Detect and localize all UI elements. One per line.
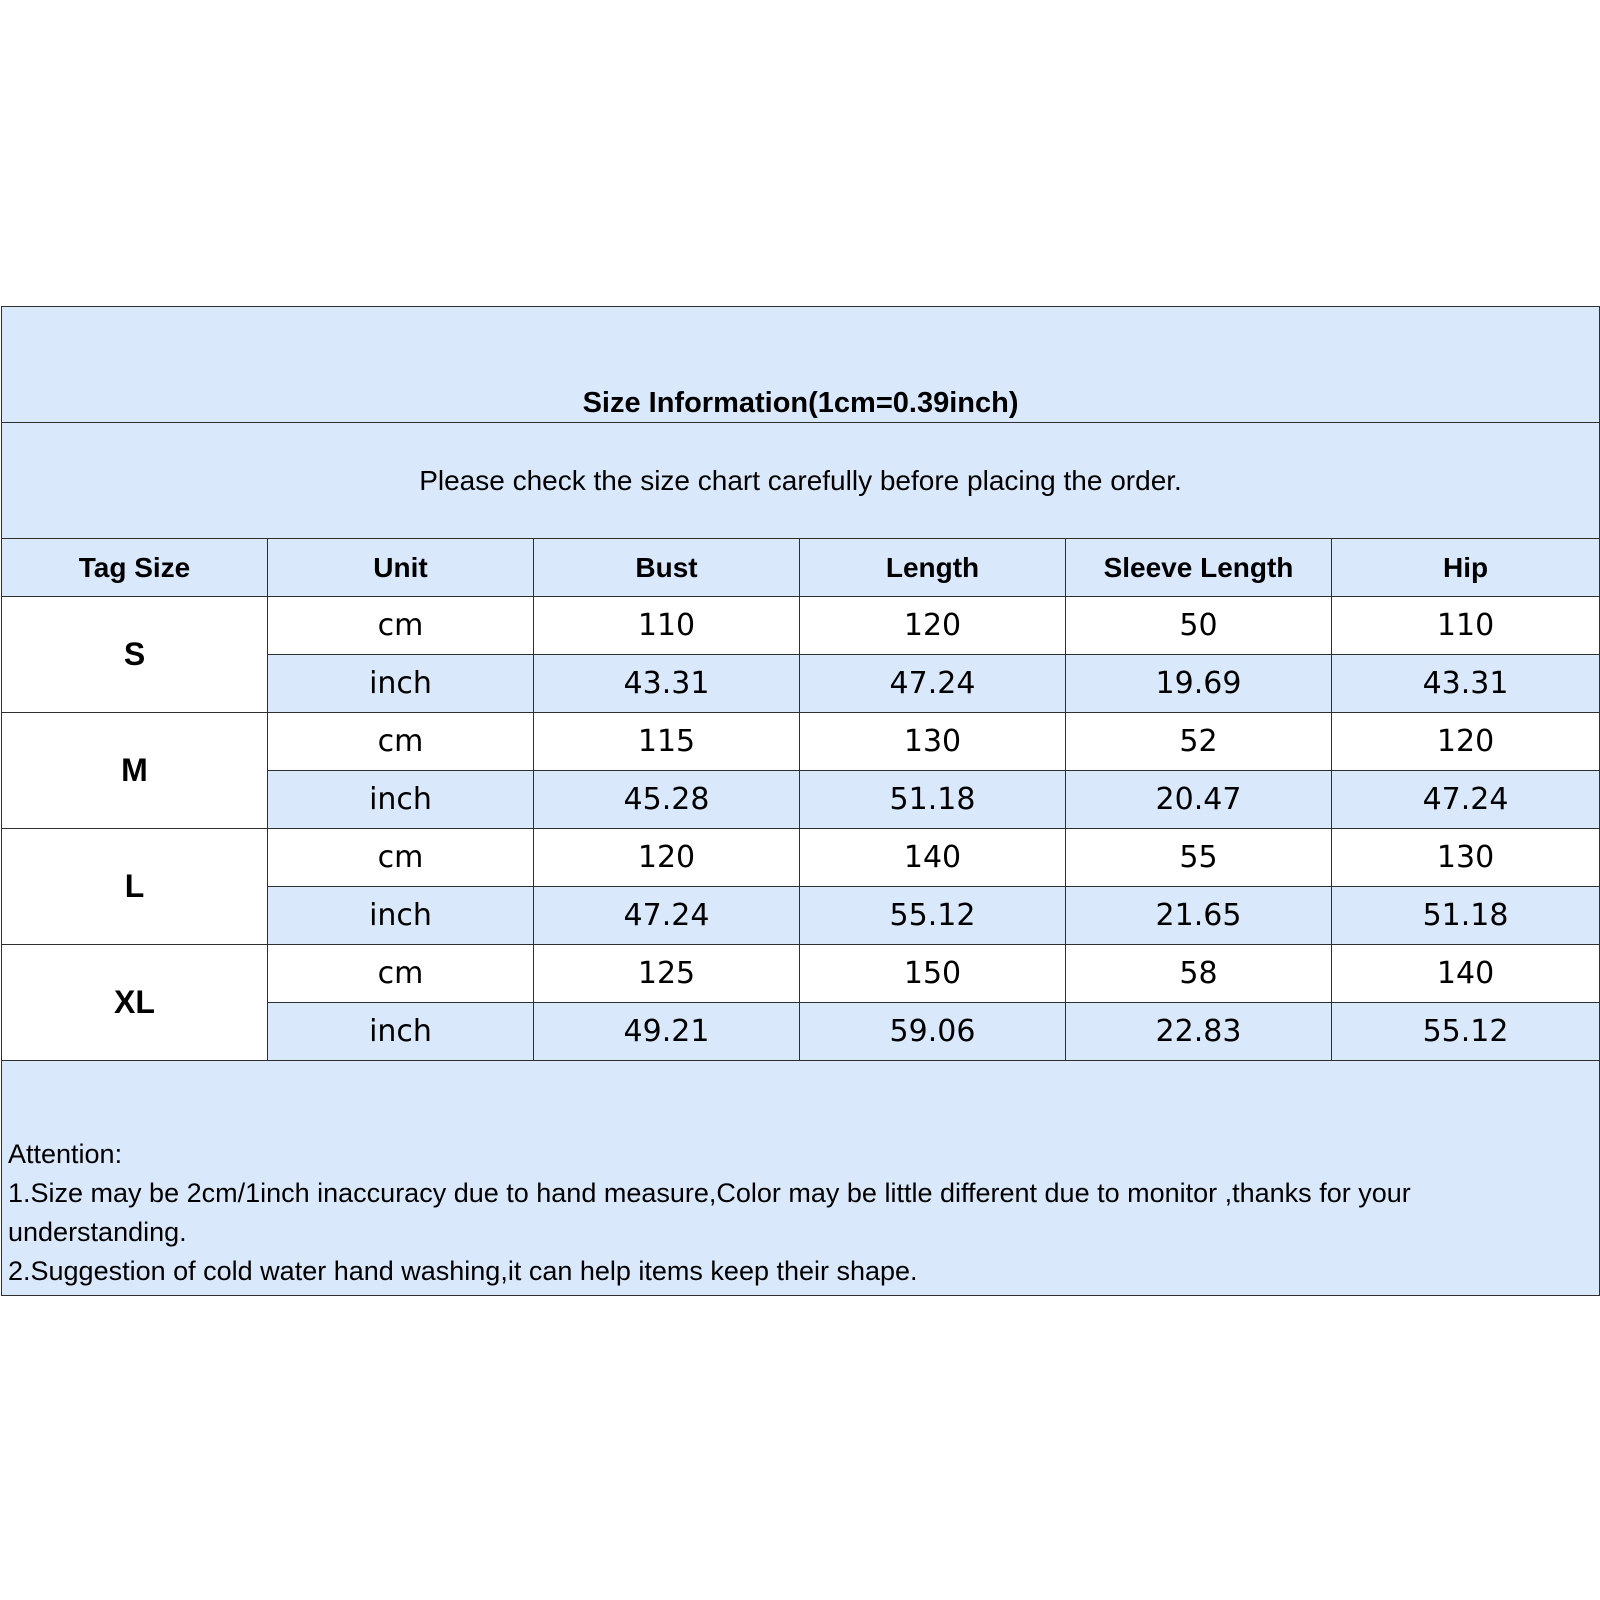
hip-cell: 110 bbox=[1332, 597, 1600, 655]
tag-size-cell: M bbox=[2, 713, 268, 829]
attention-note-1: 1.Size may be 2cm/1inch inaccuracy due to hand measure,Color may be little different due to monitor ,thanks for your understanding. bbox=[8, 1178, 1411, 1247]
attention-note-2: 2.Suggestion of cold water hand washing,it can help items keep their shape. bbox=[8, 1256, 918, 1286]
tag-size-cell: XL bbox=[2, 945, 268, 1061]
sleeve-length-cell: 21.65 bbox=[1066, 887, 1332, 945]
length-cell: 120 bbox=[800, 597, 1066, 655]
column-header-length: Length bbox=[800, 539, 1066, 597]
unit-cell: cm bbox=[268, 713, 534, 771]
length-cell: 140 bbox=[800, 829, 1066, 887]
table-row bbox=[2, 945, 1600, 1003]
length-cell: 59.06 bbox=[800, 1003, 1066, 1061]
hip-cell: 51.18 bbox=[1332, 887, 1600, 945]
bust-cell: 120 bbox=[534, 829, 800, 887]
column-header-hip: Hip bbox=[1332, 539, 1600, 597]
table-header-row bbox=[2, 539, 1600, 597]
unit-cell: cm bbox=[268, 945, 534, 1003]
unit-cell: cm bbox=[268, 597, 534, 655]
attention-heading: Attention: bbox=[8, 1139, 123, 1169]
hip-cell: 130 bbox=[1332, 829, 1600, 887]
unit-cell: inch bbox=[268, 655, 534, 713]
size-chart-table bbox=[1, 306, 1600, 1296]
bust-cell: 43.31 bbox=[534, 655, 800, 713]
column-header-bust: Bust bbox=[534, 539, 800, 597]
hip-cell: 140 bbox=[1332, 945, 1600, 1003]
attention-notes bbox=[2, 1061, 1600, 1296]
unit-cell: inch bbox=[268, 1003, 534, 1061]
hip-cell: 120 bbox=[1332, 713, 1600, 771]
sleeve-length-cell: 22.83 bbox=[1066, 1003, 1332, 1061]
size-chart-title: Size Information(1cm=0.39inch) bbox=[2, 307, 1600, 423]
unit-cell: inch bbox=[268, 887, 534, 945]
sleeve-length-cell: 52 bbox=[1066, 713, 1332, 771]
length-cell: 150 bbox=[800, 945, 1066, 1003]
sleeve-length-cell: 58 bbox=[1066, 945, 1332, 1003]
column-header-unit: Unit bbox=[268, 539, 534, 597]
bust-cell: 45.28 bbox=[534, 771, 800, 829]
hip-cell: 47.24 bbox=[1332, 771, 1600, 829]
length-cell: 130 bbox=[800, 713, 1066, 771]
table-row bbox=[2, 597, 1600, 655]
bust-cell: 49.21 bbox=[534, 1003, 800, 1061]
unit-cell: inch bbox=[268, 771, 534, 829]
sleeve-length-cell: 50 bbox=[1066, 597, 1332, 655]
column-header-tag-size: Tag Size bbox=[2, 539, 268, 597]
bust-cell: 110 bbox=[534, 597, 800, 655]
tag-size-cell: S bbox=[2, 597, 268, 713]
sleeve-length-cell: 19.69 bbox=[1066, 655, 1332, 713]
length-cell: 51.18 bbox=[800, 771, 1066, 829]
unit-cell: cm bbox=[268, 829, 534, 887]
length-cell: 55.12 bbox=[800, 887, 1066, 945]
length-cell: 47.24 bbox=[800, 655, 1066, 713]
bust-cell: 47.24 bbox=[534, 887, 800, 945]
bust-cell: 125 bbox=[534, 945, 800, 1003]
hip-cell: 43.31 bbox=[1332, 655, 1600, 713]
sleeve-length-cell: 55 bbox=[1066, 829, 1332, 887]
hip-cell: 55.12 bbox=[1332, 1003, 1600, 1061]
tag-size-cell: L bbox=[2, 829, 268, 945]
column-header-sleeve-length: Sleeve Length bbox=[1066, 539, 1332, 597]
size-chart-subtitle: Please check the size chart carefully before placing the order. bbox=[2, 423, 1600, 539]
table-row bbox=[2, 829, 1600, 887]
bust-cell: 115 bbox=[534, 713, 800, 771]
sleeve-length-cell: 20.47 bbox=[1066, 771, 1332, 829]
table-row bbox=[2, 713, 1600, 771]
